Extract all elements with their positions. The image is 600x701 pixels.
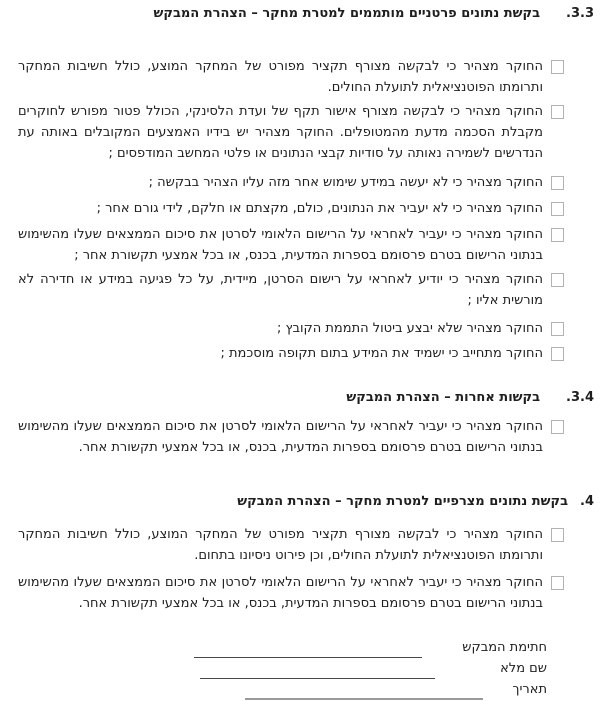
section-heading-4: [0, 492, 594, 512]
checkbox-icon[interactable]: [551, 576, 564, 590]
checklist-item-text: החוקר מצהיר כי לא יעשה במידע שימוש אחר מזה עליו הצהיר בבקשה ;: [148, 175, 543, 190]
checkbox-icon[interactable]: [551, 228, 564, 242]
checklist-item-text: החוקר מצהיר כי יעביר לאחראי על הרישום הלאומי לסרטן את סיכום הממצאים שעלו מהשימוש בנתוני הרישום בטרם פרסומם בספרות המדעית, בכנס, או בכל אמצעי תקשורת אחר.: [18, 575, 543, 611]
checklist-item-text: החוקר מתחייב כי ישמיד את המידע בתום תקופה מוסכמת ;: [220, 346, 543, 361]
section-title-4: בקשת נתונים מצרפיים למטרת מחקר – הצהרת המבקש: [237, 494, 568, 509]
checklist-item-text: החוקר מצהיר כי לבקשה מצורף תקציר מפורט של המחקר המוצע, כולל חשיבות המחקר ותרומתו הפוטנציאלית לתועלת החולים.: [18, 59, 543, 95]
full-name-fill-line[interactable]: [200, 663, 435, 679]
checkbox-icon[interactable]: [551, 322, 564, 336]
section-number-3-3: 3.3.: [566, 6, 594, 21]
checklist-item-text: החוקר מצהיר כי יעביר לאחראי על הרישום הלאומי לסרטן את סיכום הממצאים שעלו מהשימוש בנתוני הרישום בטרם פרסומם בספרות המדעית, בכנס, או בכל אמצעי תקשורת אחר ;: [18, 227, 543, 263]
checklist-item-3-3-4: [18, 198, 564, 219]
section-title-3-3: בקשת נתונים פרטניים מותממים למטרת מחקר – הצהרת המבקש: [153, 6, 541, 21]
checkbox-icon[interactable]: [551, 60, 564, 74]
checklist-item-4-1: [18, 524, 564, 566]
checklist-item-3-3-2: [18, 101, 564, 164]
checklist-item-3-4-1: [18, 416, 564, 458]
checklist-item-text: החוקר מצהיר כי יודיע לאחראי על רישום הסרטן, מיידית, על כל פגיעה במידע או חדירה לא מורשית אליו ;: [18, 272, 543, 308]
checklist-item-3-3-5: [18, 224, 564, 266]
checkbox-icon[interactable]: [551, 105, 564, 119]
section-number-3-4: 3.4.: [566, 390, 594, 405]
checklist-item-text: החוקר מצהיר כי יעביר לאחראי על הרישום הלאומי לסרטן את סיכום הממצאים שעלו מהשימוש בנתוני הרישום בטרם פרסומם בספרות המדעית, בכנס, או בכל אמצעי תקשורת אחר.: [18, 419, 543, 455]
signature-row-full-name: [0, 659, 547, 679]
checklist-item-3-3-3: [18, 172, 564, 193]
checkbox-icon[interactable]: [551, 273, 564, 287]
date-fill-line[interactable]: [245, 683, 483, 700]
checkbox-icon[interactable]: [551, 347, 564, 361]
section-title-3-4: בקשות אחרות – הצהרת המבקש: [346, 390, 541, 405]
signature-label: חתימת המבקש: [462, 640, 547, 655]
checklist-item-3-3-1: [18, 56, 564, 98]
checkbox-icon[interactable]: [551, 176, 564, 190]
checklist-item-3-3-7: [18, 318, 564, 339]
checklist-item-3-3-8: [18, 343, 564, 364]
signature-row-applicant-signature: [0, 638, 547, 658]
signature-row-date: [0, 680, 547, 700]
checklist-item-text: החוקר מצהיר שלא יבצע ביטול התממת הקובץ ;: [276, 321, 543, 336]
checkbox-icon[interactable]: [551, 420, 564, 434]
section-heading-3-3: [0, 4, 594, 24]
full-name-label: שם מלא: [500, 661, 547, 676]
checklist-item-4-2: [18, 572, 564, 614]
date-label: תאריך: [512, 682, 547, 697]
checklist-item-text: החוקר מצהיר כי לא יעביר את הנתונים, כולם, מקצתם או חלקם, לידי גורם אחר ;: [96, 201, 543, 216]
section-number-4: 4.: [580, 494, 594, 509]
checklist-item-text: החוקר מצהיר כי לבקשה מצורף תקציר מפורט של המחקר המוצע, כולל חשיבות המחקר ותרומתו הפוטנציאלית לתועלת החולים, וכן פירוט ניסיונו בתחום.: [18, 527, 543, 563]
checkbox-icon[interactable]: [551, 528, 564, 542]
signature-fill-line[interactable]: [194, 642, 422, 658]
checklist-item-text: החוקר מצהיר כי לבקשה מצורף אישור תקף של ועדת הלסינקי, הכולל פטור מפורש לחוקרים מקבלת הסכמה מדעת מהמטופלים. החוקר מצהיר יש בידיו האמצעים המקובלים באותה עת הנדרשים לשמירה נאותה על סודיות קבצי הנתונים או פלטי המחשב המודפסים ;: [18, 104, 543, 161]
checklist-item-3-3-6: [18, 269, 564, 311]
checkbox-icon[interactable]: [551, 202, 564, 216]
signature-block: [0, 638, 547, 700]
section-heading-3-4: [0, 388, 594, 408]
